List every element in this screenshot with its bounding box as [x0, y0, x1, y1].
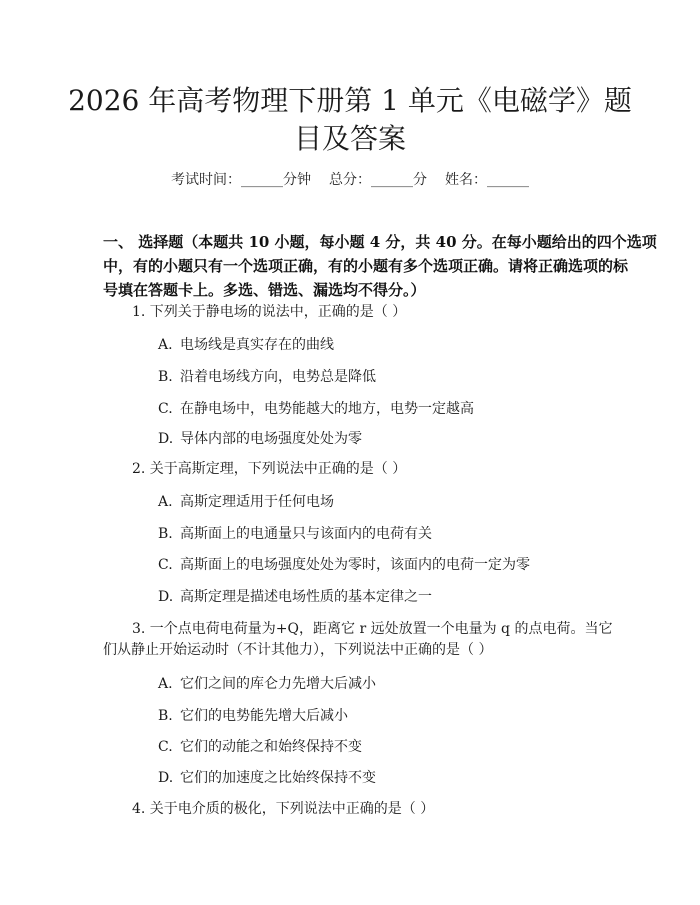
section-heading-line-3: 号填在答题卡上。多选、错选、漏选均不得分。） [103, 281, 426, 299]
option-text: 高斯定理适用于任何电场 [180, 494, 334, 510]
section-heading-line-2: 中，有的小题只有一个选项正确，有的小题有多个选项正确。请将正确选项的标 [103, 257, 629, 275]
question-3-stem: 3. 一个点电荷电荷量为+Q，距离它 r 远处放置一个电量为 q 的点电荷。当它 [132, 621, 613, 637]
question-1-option-b [158, 368, 376, 386]
option-letter: D. [158, 431, 174, 447]
student-name-field: 姓名：______ [445, 172, 529, 188]
option-letter: A. [158, 337, 173, 353]
option-text: 高斯面上的电通量只与该面内的电荷有关 [180, 526, 432, 542]
option-text: 它们的电势能先增大后减小 [180, 708, 348, 724]
question-1-option-a [158, 336, 334, 354]
option-text: 在静电场中，电势能越大的地方，电势一定越高 [180, 401, 474, 417]
option-letter: C. [158, 557, 173, 573]
question-3-option-c [158, 738, 362, 756]
option-text: 沿着电场线方向，电势总是降低 [180, 369, 376, 385]
exam-info-bar [0, 171, 700, 189]
option-text: 高斯面上的电场强度处处为零时，该面内的电荷一定为零 [180, 557, 530, 573]
option-text: 高斯定理是描述电场性质的基本定律之一 [180, 589, 432, 605]
total-score-field: 总分：______分 [329, 172, 427, 188]
option-letter: C. [158, 739, 173, 755]
exam-time-field: 考试时间：______分钟 [171, 172, 311, 188]
question-3-option-b [158, 707, 348, 725]
question-2-option-c [158, 556, 530, 574]
option-text: 它们的动能之和始终保持不变 [180, 739, 362, 755]
question-2-option-d [158, 588, 432, 606]
option-letter: A. [158, 494, 173, 510]
exam-title-line-2: 目及答案 [293, 122, 406, 155]
question-2-stem: 2. 关于高斯定理，下列说法中正确的是（ ） [132, 461, 407, 477]
option-letter: D. [158, 770, 174, 786]
question-1-stem: 1. 下列关于静电场的说法中，正确的是（ ） [132, 304, 407, 320]
exam-title-line-1: 2026 年高考物理下册第 1 单元《电磁学》题 [68, 84, 632, 117]
question-3-option-d [158, 769, 376, 787]
option-letter: B. [158, 708, 173, 724]
question-1-option-c [158, 400, 474, 418]
option-text: 导体内部的电场强度处处为零 [180, 431, 362, 447]
question-2-option-b [158, 525, 432, 543]
option-text: 它们的加速度之比始终保持不变 [180, 770, 376, 786]
option-letter: C. [158, 401, 173, 417]
option-text: 它们之间的库仑力先增大后减小 [180, 676, 376, 692]
question-3-option-a [158, 675, 376, 693]
option-letter: A. [158, 676, 173, 692]
question-1-option-d [158, 430, 362, 448]
option-letter: B. [158, 369, 173, 385]
question-2-option-a [158, 493, 334, 511]
option-letter: D. [158, 589, 174, 605]
question-3-stem-continued: 们从静止开始运动时（不计其他力），下列说法中正确的是（ ） [103, 642, 493, 658]
option-text: 电场线是真实存在的曲线 [180, 337, 334, 353]
section-heading-line-1: 一、 选择题（本题共 10 小题，每小题 4 分，共 40 分。在每小题给出的四个选项 [103, 233, 657, 251]
option-letter: B. [158, 526, 173, 542]
question-4-stem: 4. 关于电介质的极化，下列说法中正确的是（ ） [132, 801, 435, 817]
